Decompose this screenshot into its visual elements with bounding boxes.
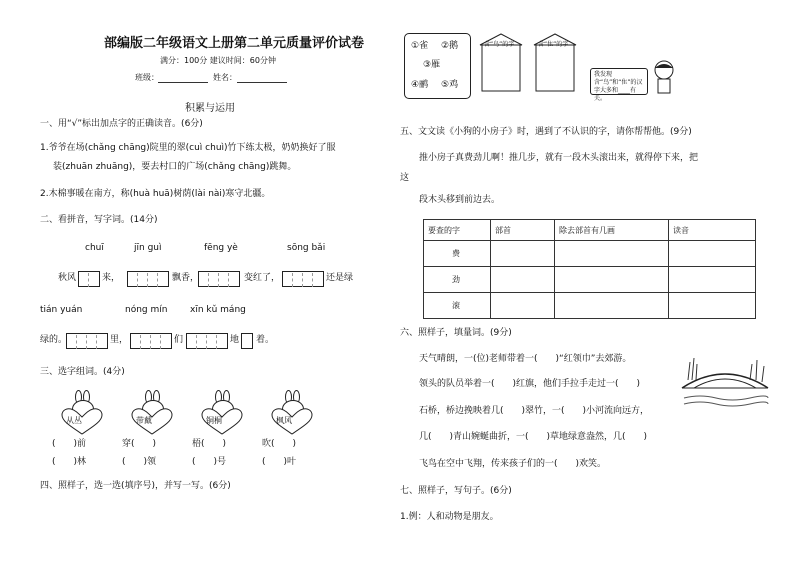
table-header: 读音 [669,220,756,241]
exam-info: 满分：100分 建议时间：60分钟 [160,56,276,65]
table-row [424,267,756,293]
q7-heading: 七、照样子，写句子。(6分) [400,486,512,496]
heart-chars: 枫风 [276,416,292,425]
table-cell[interactable] [555,241,669,267]
table-header: 部首 [491,220,555,241]
text: 秋风 [58,273,77,283]
text: 来， [102,273,121,283]
blank-word[interactable]: ( )前 [52,439,87,449]
passage-line: 段木头移到前边去。 [419,195,501,205]
heart-group [122,390,182,470]
text: 飘香， [172,273,200,283]
q1-line: 1.爷爷在场(chǎng chāng)院里的翠(cuì chuì)竹下练太极，奶奶换好了服 [40,143,336,153]
blank-word[interactable]: ( )领 [122,457,157,467]
heart-chars: 铜桐 [206,416,222,425]
q5-heading: 五、文文读《小狗的小房子》时，遇到了不认识的字，请你帮帮他。(9分) [400,127,692,137]
heart-group [262,390,322,470]
writing-grid[interactable] [198,268,240,287]
pinyin: sōng bǎi [287,243,326,253]
house-label: 含“隹”的字 [538,41,569,48]
table-cell[interactable] [669,241,756,267]
writing-grid[interactable] [186,330,228,349]
speech-text: 我发现含“鸟”和“隹”的汉字大多和____有关。 [594,71,643,102]
q7-line: 1.例：人和动物是朋友。 [400,512,499,522]
table-row [424,293,756,319]
table-cell[interactable] [669,293,756,319]
word-card [404,33,471,99]
heart-chars: 带戴 [136,416,152,425]
blank-word[interactable]: ( )号 [192,457,227,467]
writing-grid[interactable] [66,330,108,349]
blank-word[interactable]: 穿( ) [122,439,157,449]
name-blank[interactable] [237,82,287,83]
q1-heading: 一、用“√”标出加点字的正确读音。(6分) [40,119,203,129]
text: 绿的。 [40,335,68,345]
q6-line: 领头的队员举着一( )红旗，他们手拉手走过一( ) [419,379,641,389]
heart-group [192,390,252,470]
blank-word[interactable]: ( )林 [52,457,87,467]
house-box[interactable] [532,33,578,93]
passage-line: 这 [400,173,410,183]
class-label: 班级： [135,73,159,82]
text: 变红了， [244,273,281,283]
table-cell[interactable] [669,267,756,293]
table-row [424,241,756,267]
q1-line: 装(zhuān zhuāng)，要去村口的广场(chǎng chāng)跳舞。 [53,162,297,172]
q6-line: 石桥，桥边挽映着几( )翠竹，一( )小河流向远方， [419,406,650,416]
table-header: 要查的字 [424,220,491,241]
speech-bubble [590,68,648,102]
house-label: 含“鸟”的字 [484,41,515,48]
table-cell: 费 [424,241,491,267]
name-label: 姓名： [213,73,237,82]
text: 着。 [256,335,275,345]
q6-heading: 六、照样子，填量词。(9分) [400,328,512,338]
bridge-illustration [680,352,770,408]
q6-line: 飞鸟在空中飞翔，传来孩子们的一( )欢笑。 [419,459,607,469]
pinyin: tián yuán [40,305,83,315]
table-header: 除去部首有几画 [555,220,669,241]
q3-heading: 三、选字组词。(4分) [40,367,125,377]
table-cell: 劲 [424,267,491,293]
table-cell[interactable] [491,267,555,293]
writing-grid[interactable] [282,268,324,287]
q2-heading: 二、看拼音，写字词。(14分) [40,215,158,225]
blank-word[interactable]: 吹( ) [262,439,297,449]
text: 里， [110,335,129,345]
table-cell[interactable] [491,241,555,267]
word-item: ③雁 [423,60,441,70]
text: 还是绿 [326,273,354,283]
section-title: 积累与运用 [185,103,235,114]
word-item: ①雀 [411,41,429,51]
heart-group [52,390,112,470]
q1-line: 2.木棉事暖在南方，称(huà huā)树荫(lài nài)寒守北疆。 [40,189,271,199]
writing-grid[interactable] [241,330,253,349]
text: 们 [174,335,184,345]
house-box[interactable] [478,33,524,93]
table-cell[interactable] [491,293,555,319]
writing-grid[interactable] [130,330,172,349]
word-item: ②鹅 [441,41,459,51]
pinyin: nóng mín [125,305,168,315]
q4-heading: 四、照样子，选一选(填序号)，并写一写。(6分) [40,481,231,491]
girl-icon [650,60,678,96]
pinyin: chuī [85,243,104,253]
table-cell: 滚 [424,293,491,319]
lookup-table [423,219,756,319]
blank-word[interactable]: 梧( ) [192,439,227,449]
table-cell[interactable] [555,267,669,293]
writing-grid[interactable] [127,268,169,287]
pinyin: jīn guì [134,243,162,253]
page-title: 部编版二年级语文上册第二单元质量评价试卷 [104,36,365,51]
text: 地 [230,335,240,345]
q6-line: 天气晴朗，一(位)老师带着一( )“红领巾”去郊游。 [419,354,632,364]
table-cell[interactable] [555,293,669,319]
heart-chars: 从丛 [66,416,82,425]
passage-line: 推小房子真费劲儿啊！推几步，就有一段木头滚出来，就得停下来，把 [419,153,699,163]
pinyin: xīn kǔ máng [190,305,246,315]
pinyin: fēng yè [204,243,238,253]
class-blank[interactable] [158,82,208,83]
writing-grid[interactable] [78,268,100,287]
q6-line: 几( )青山婉蜒曲折，一( )草地绿意盎然，几( ) [419,432,648,442]
word-item: ⑤鸡 [441,80,459,90]
blank-word[interactable]: ( )叶 [262,457,297,467]
word-item: ④鹂 [411,80,429,90]
